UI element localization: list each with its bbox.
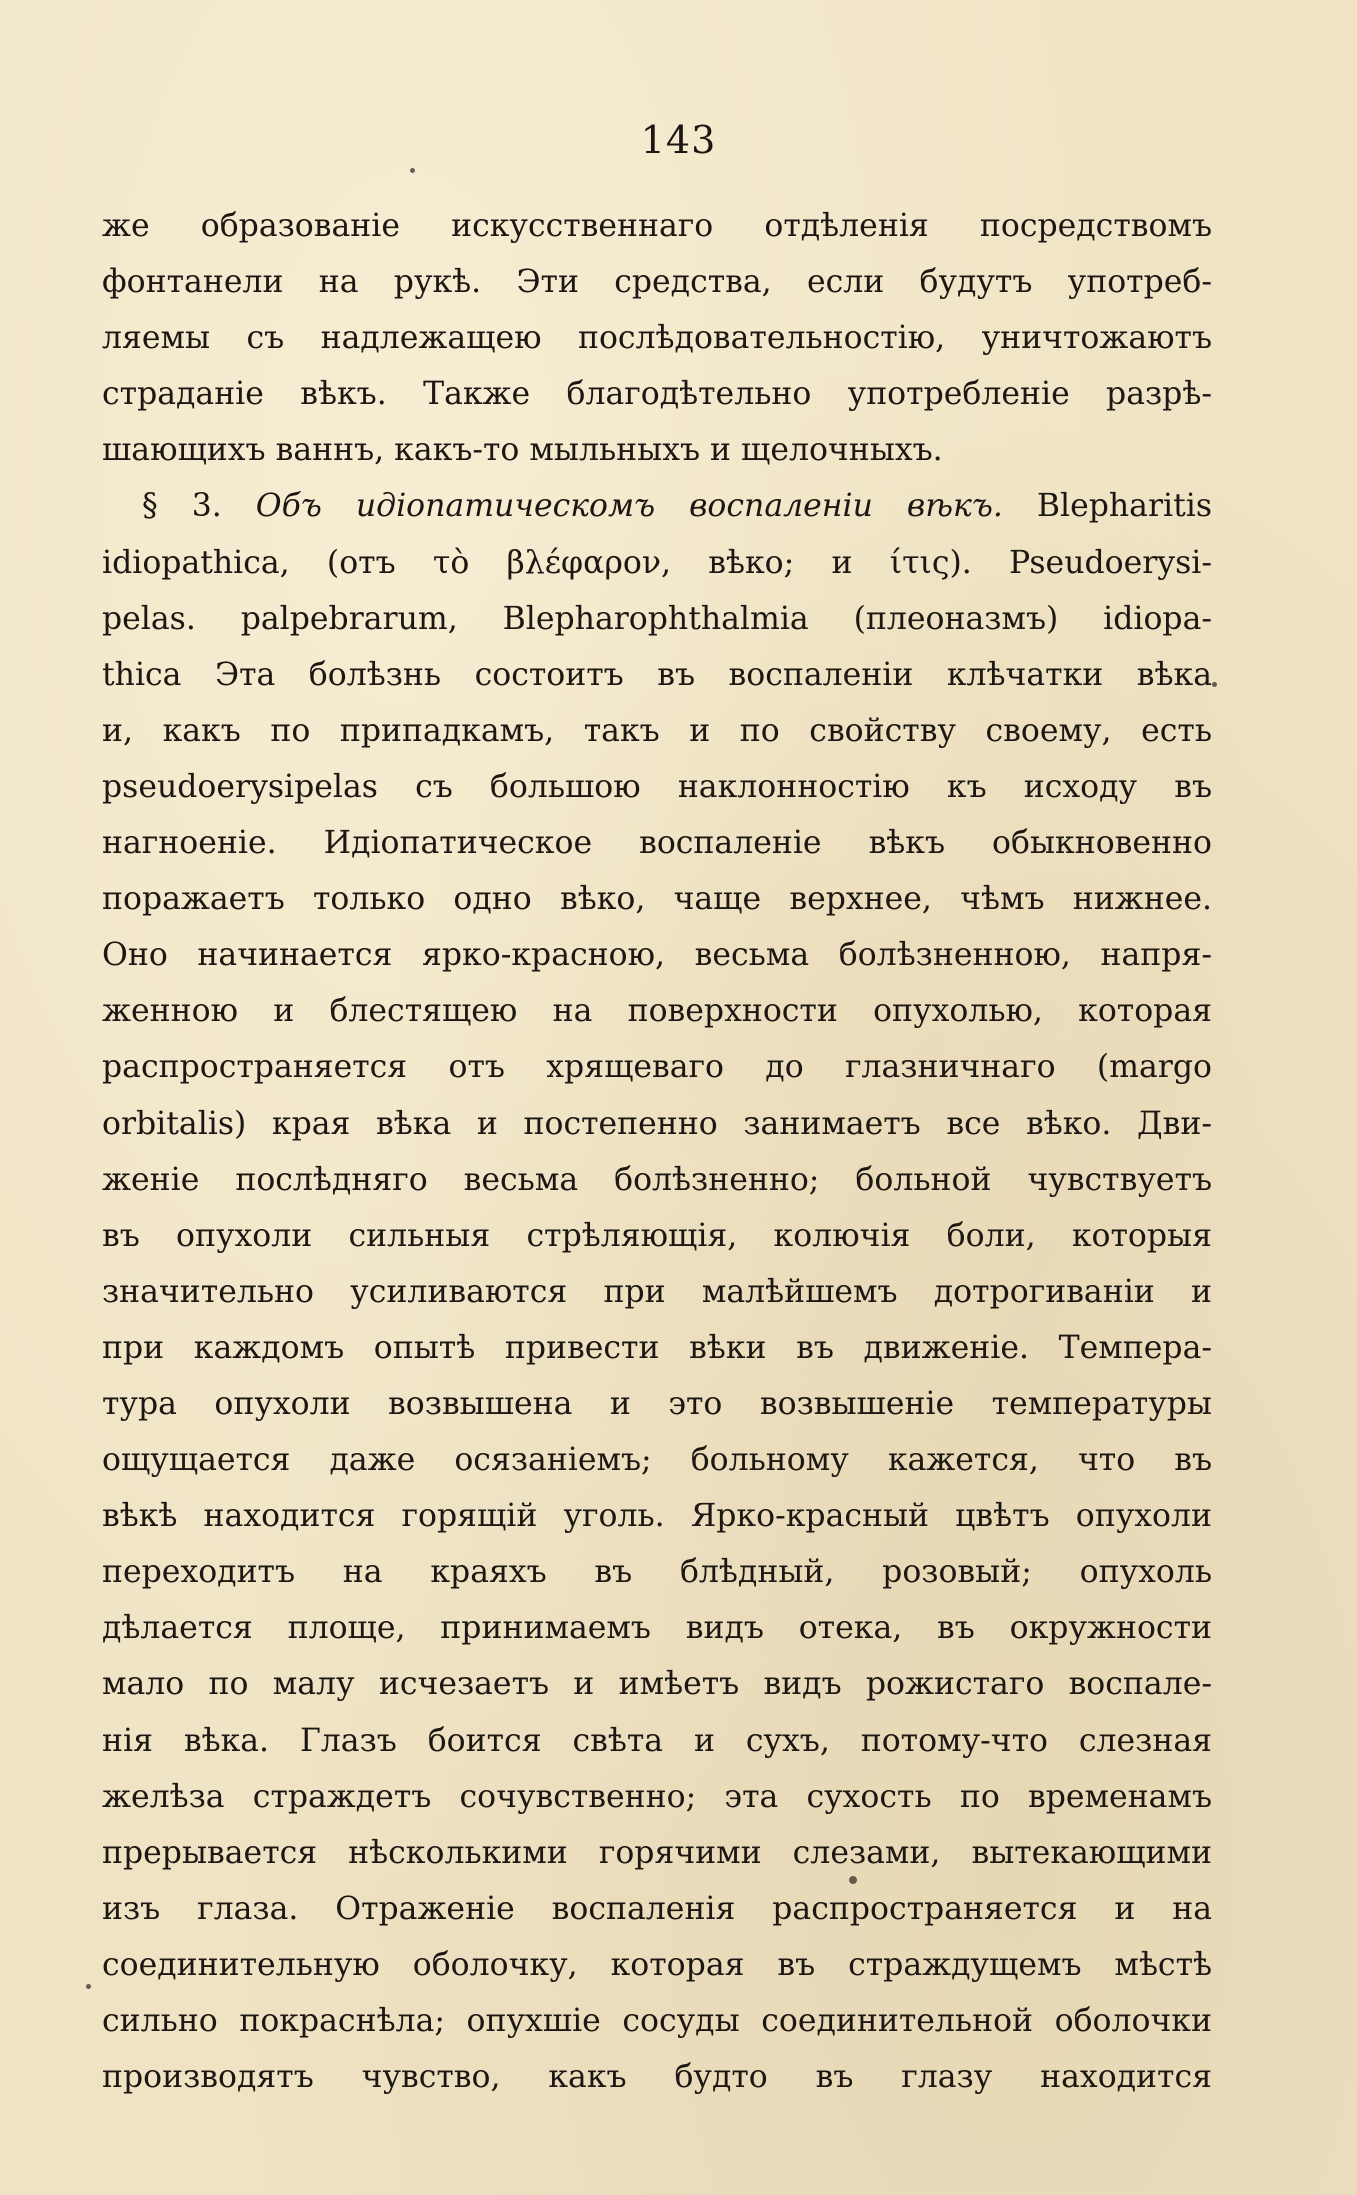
text-line: значительно усиливаются при малѣйшемъ дотрогиваніи и xyxy=(102,1273,1212,1310)
ink-speck xyxy=(849,1876,857,1884)
text-line: женіе послѣдняго весьма болѣзненно; больной чувствуетъ xyxy=(102,1161,1212,1198)
text-line: нагноеніе. Идіопатическое воспаленіе вѣкъ обыкновенно xyxy=(102,825,1212,862)
text-line: ляемы съ надлежащею послѣдовательностію, уничтожаютъ xyxy=(102,320,1212,357)
text-line: orbitalis) края вѣка и постепенно занимаетъ все вѣко. Дви- xyxy=(102,1105,1212,1142)
text-line: страданіе вѣкъ. Также благодѣтельно употребленіе разрѣ- xyxy=(102,376,1212,413)
text-line: же образованіе искусственнаго отдѣленія посредствомъ xyxy=(102,208,1212,244)
text-line: pseudoerysipelas съ большою наклонностію къ исходу въ xyxy=(102,768,1212,805)
body-text xyxy=(102,198,1212,2105)
text-line: сильно покраснѣла; опухшіе сосуды соединительной оболочки xyxy=(102,2003,1212,2039)
text-line: при каждомъ опытѣ привести вѣки въ движеніе. Темпера- xyxy=(102,1329,1212,1366)
text-line: pelas. palpebrarum, Blepharophthalmia (плеоназмъ) idiopa- xyxy=(102,600,1212,637)
text-line: idiopathica, (отъ τὸ βλέφαρον, вѣко; и ίτις). Pseudoerysi- xyxy=(102,544,1212,581)
section-heading-latin: Blepharitis xyxy=(1036,488,1212,525)
text-line: прерывается нѣсколькими горячими слезами, вытекающими xyxy=(102,1834,1212,1871)
text-line: въ опухоли сильныя стрѣляющія, колючія боли, которыя xyxy=(102,1217,1212,1254)
text-line: фонтанели на рукѣ. Эти средства, если будутъ употреб- xyxy=(102,264,1212,301)
text-line: ощущается даже осязаніемъ; больному кажется, что въ xyxy=(102,1442,1212,1479)
text-line: вѣкѣ находится горящій уголь. Ярко-красный цвѣтъ опухоли xyxy=(102,1498,1212,1535)
section-heading-line xyxy=(102,478,1212,534)
section-mark: § 3. xyxy=(142,488,222,525)
ink-speck xyxy=(1212,682,1217,687)
text-line: thica Эта болѣзнь состоитъ въ воспаленіи клѣчатки вѣка xyxy=(102,656,1212,693)
ink-speck xyxy=(410,168,415,173)
text-line: женною и блестящею на поверхности опухолью, которая xyxy=(102,993,1212,1030)
text-line: распространяется отъ хрящеваго до глазничнаго (margo xyxy=(102,1049,1212,1086)
page-number: 143 xyxy=(640,118,717,162)
text-line: Оно начинается ярко-красною, весьма болѣзненною, напря- xyxy=(102,937,1212,974)
text-line: желѣза страждетъ сочувственно; эта сухость по временамъ xyxy=(102,1778,1212,1815)
text-line: шающихъ ваннъ, какъ-то мыльныхъ и щелочныхъ. xyxy=(102,432,943,469)
text-line: соединительную оболочку, которая въ страждущемъ мѣстѣ xyxy=(102,1946,1212,1983)
text-line: поражаетъ только одно вѣко, чаще верхнее, чѣмъ нижнее. xyxy=(102,881,1212,918)
ink-speck xyxy=(86,1984,91,1989)
text-line: тура опухоли возвышена и это возвышеніе температуры xyxy=(102,1385,1212,1422)
text-line: дѣлается площе, принимаемъ видъ отека, въ окружности xyxy=(102,1610,1212,1647)
section-heading: Объ идіопатическомъ воспаленіи вѣкъ. xyxy=(255,488,1003,525)
text-line: изъ глаза. Отраженіе воспаленія распространяется и на xyxy=(102,1890,1212,1927)
text-line: нія вѣка. Глазъ боится свѣта и сухъ, потому-что слезная xyxy=(102,1722,1212,1759)
text-line: и, какъ по припадкамъ, такъ и по свойству своему, есть xyxy=(102,712,1212,749)
text-line: переходитъ на краяхъ въ блѣдный, розовый; опухоль xyxy=(102,1554,1212,1591)
text-line: производятъ чувство, какъ будто въ глазу находится xyxy=(102,2059,1212,2096)
text-line: мало по малу исчезаетъ и имѣетъ видъ рожистаго воспале- xyxy=(102,1666,1212,1703)
